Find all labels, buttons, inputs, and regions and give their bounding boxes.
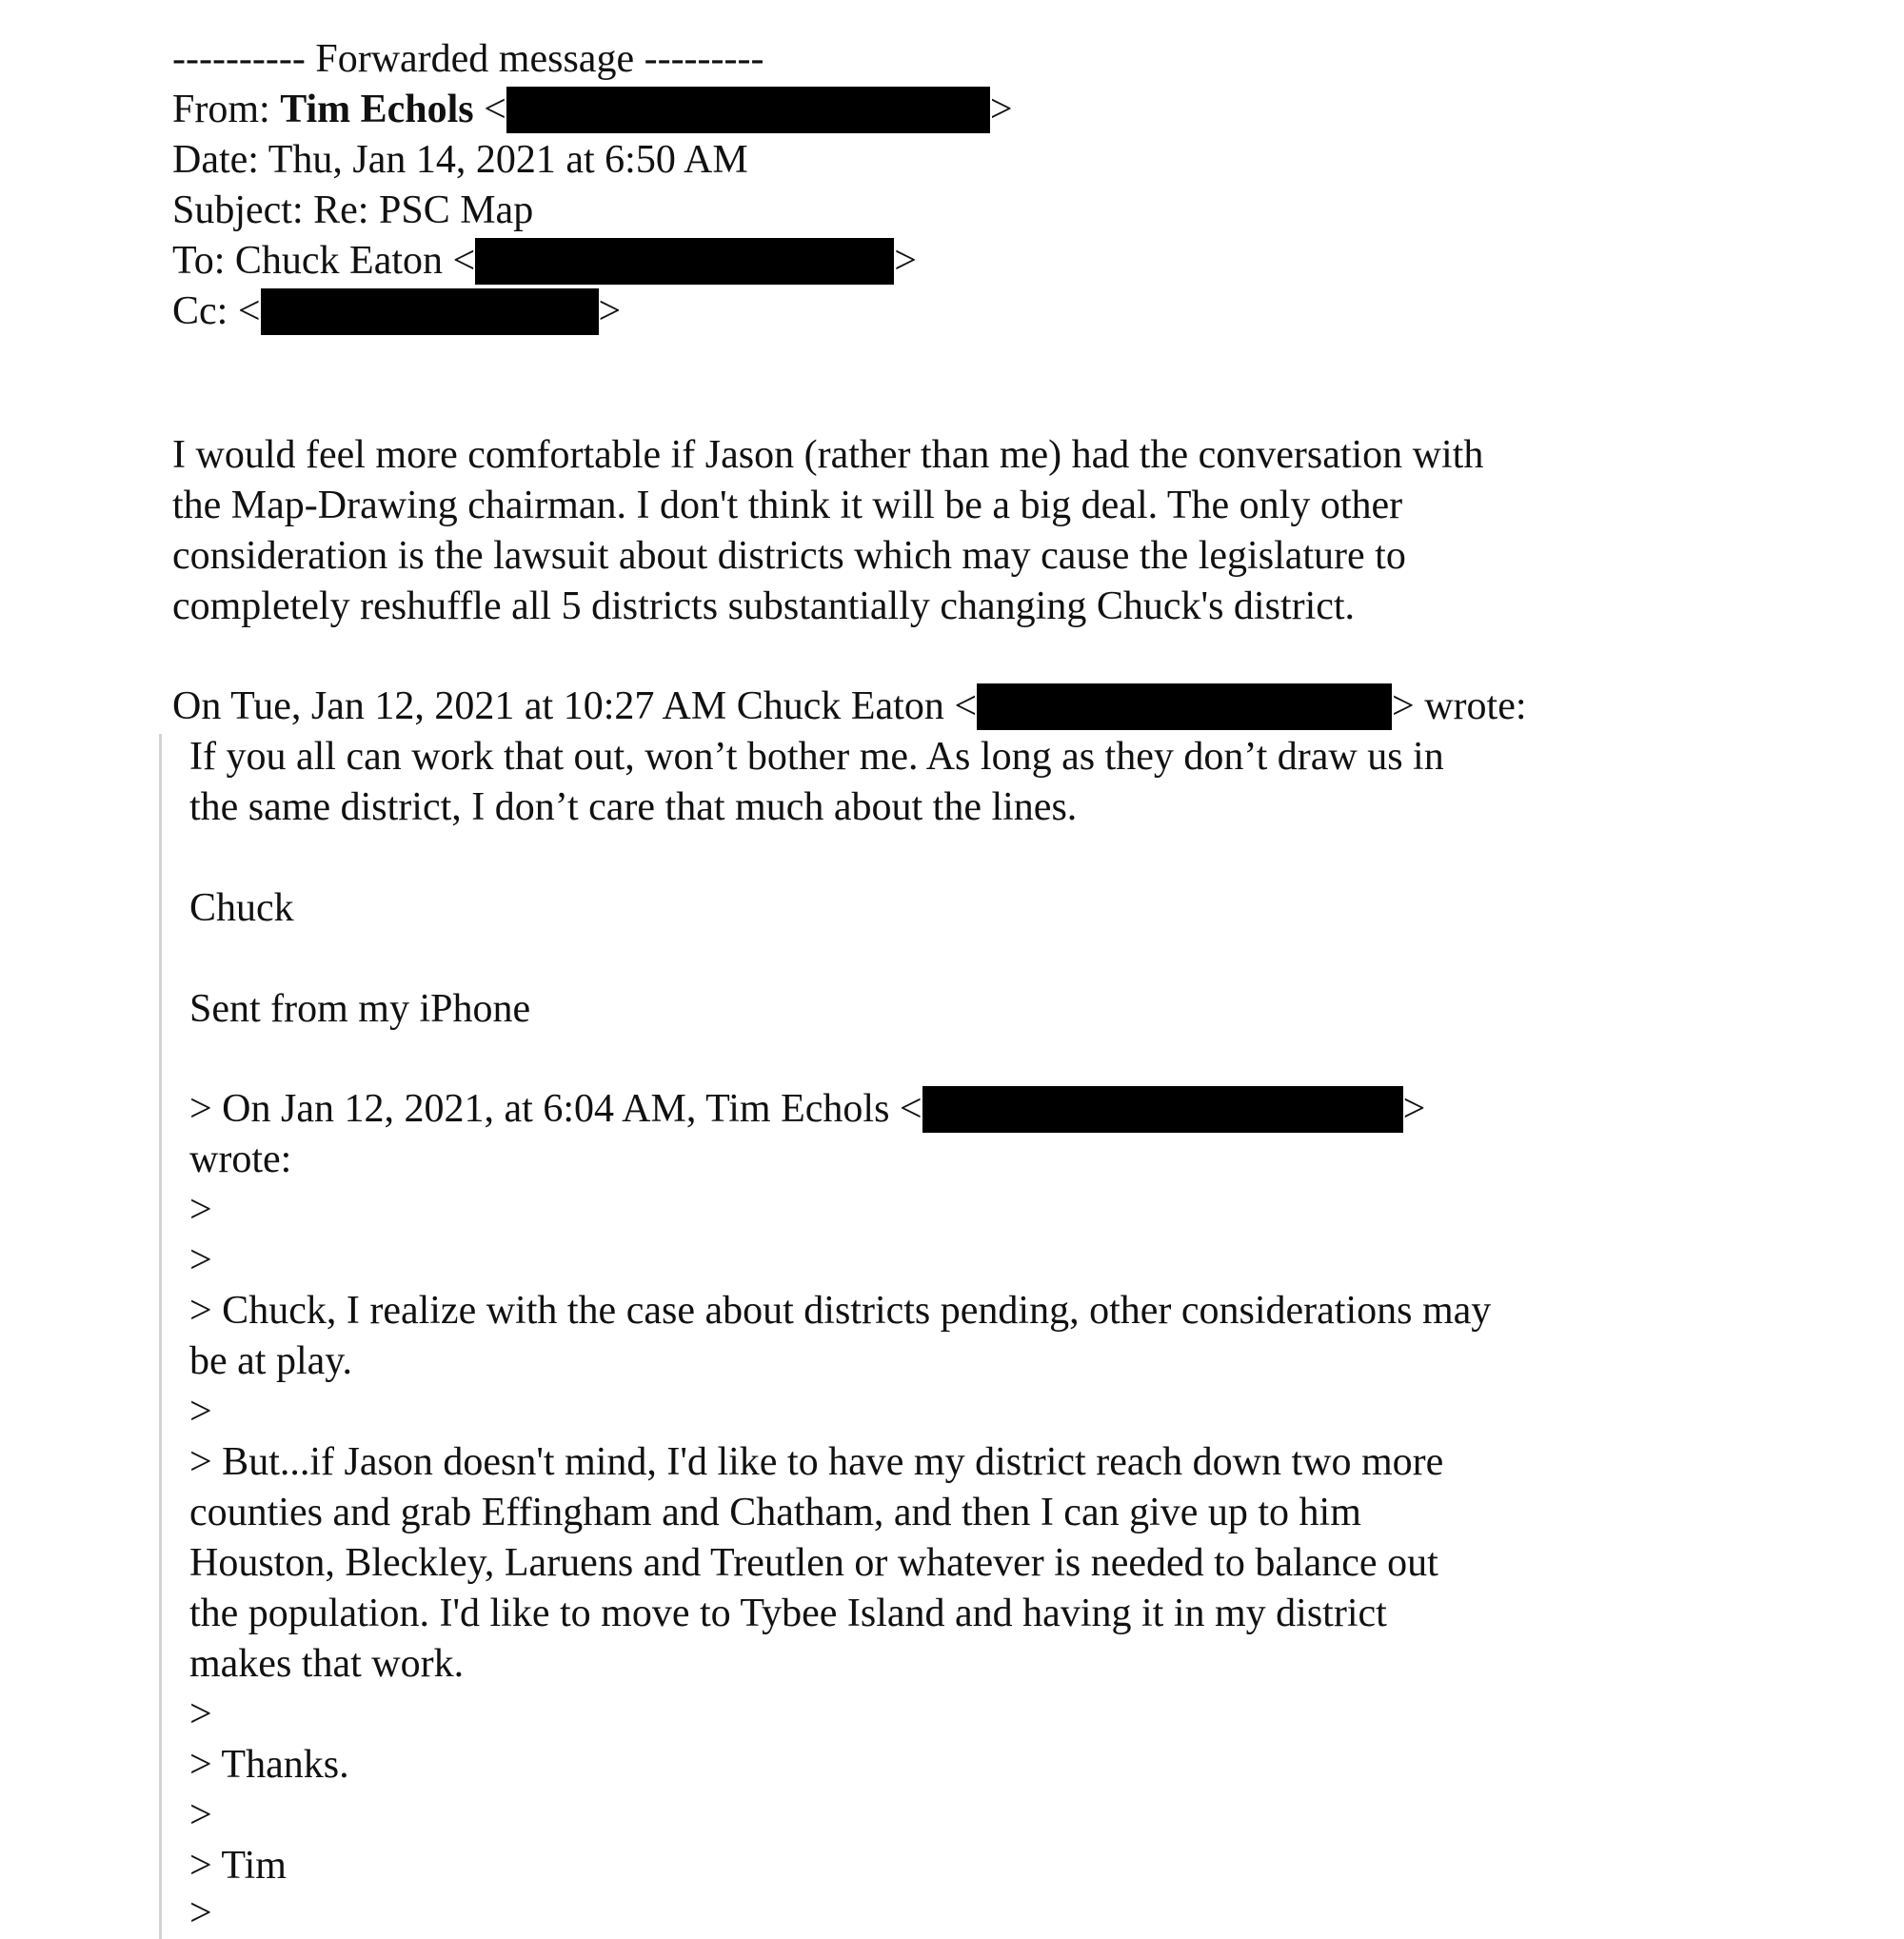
redacted-email: [977, 683, 1392, 730]
close-angle: >: [598, 289, 622, 333]
quoted-line: makes that work.: [189, 1642, 465, 1686]
sender-name: Tim Echols: [280, 88, 474, 131]
reply-body-line: consideration is the lawsuit about districts which may cause the legislature to: [172, 534, 1406, 578]
reply-body-line: I would feel more comfortable if Jason (rather than me) had the conversation with: [172, 433, 1484, 477]
quoted-line: >: [189, 1188, 212, 1232]
open-angle: <: [899, 1087, 922, 1131]
redacted-email: [261, 288, 599, 335]
quoted-line: counties and grab Effingham and Chatham, and then I can give up to him: [189, 1491, 1361, 1534]
from-label: From:: [172, 88, 270, 131]
quoted-line: >: [189, 1692, 212, 1736]
cc-label: Cc:: [172, 289, 228, 333]
from-line: [172, 85, 1013, 135]
close-angle: >: [1392, 684, 1415, 728]
quoted-line: the population. I'd like to move to Tybee Island and having it in my district: [189, 1592, 1387, 1635]
close-angle: >: [989, 88, 1013, 131]
quoted-line: >: [189, 1793, 212, 1837]
quoted-line: > But...if Jason doesn't mind, I'd like to have my district reach down two more: [189, 1440, 1444, 1484]
open-angle: <: [954, 684, 978, 728]
open-angle: <: [237, 289, 261, 333]
close-angle: >: [1402, 1087, 1426, 1131]
quoted-line: > Tim: [189, 1844, 287, 1888]
quoted-line: Houston, Bleckley, Laruens and Treutlen or whatever is needed to balance out: [189, 1541, 1438, 1585]
quoted-sent-from: Sent from my iPhone: [189, 987, 531, 1031]
redacted-email: [922, 1086, 1403, 1133]
subject-line: Subject: Re: PSC Map: [172, 188, 534, 232]
quoted-line: If you all can work that out, won’t bother me. As long as they don’t draw us in: [189, 735, 1444, 779]
quoted-line: >: [189, 1891, 212, 1935]
open-angle: <: [484, 88, 506, 131]
quoted-line: the same district, I don’t care that much about the lines.: [189, 785, 1078, 829]
date-line: Date: Thu, Jan 14, 2021 at 6:50 AM: [172, 138, 748, 182]
nested-attribution-text: > On Jan 12, 2021, at 6:04 AM, Tim Echols: [189, 1087, 890, 1131]
to-label: To: Chuck Eaton: [172, 239, 444, 283]
quoted-line: be at play.: [189, 1339, 353, 1383]
quoted-line: >: [189, 1238, 212, 1282]
reply-body-line: the Map-Drawing chairman. I don't think it will be a big deal. The only other: [172, 484, 1403, 527]
reply-body-line: completely reshuffle all 5 districts substantially changing Chuck's district.: [172, 584, 1356, 628]
forwarded-message-line: ---------- Forwarded message ---------: [172, 37, 764, 81]
quoted-line: > Chuck, I realize with the case about districts pending, other considerations may: [189, 1289, 1492, 1333]
quoted-line: wrote:: [189, 1138, 292, 1181]
quoted-line: > Thanks.: [189, 1743, 349, 1787]
redacted-email: [506, 87, 990, 133]
to-line: [172, 236, 917, 287]
reply-attribution: [172, 682, 1527, 732]
quoted-signature: Chuck: [189, 886, 294, 930]
redacted-email: [475, 238, 894, 285]
attribution-wrote: wrote:: [1424, 684, 1527, 728]
open-angle: <: [452, 239, 476, 283]
quote-bar: [159, 734, 162, 1939]
nested-attribution: [189, 1084, 1425, 1135]
attribution-text: On Tue, Jan 12, 2021 at 10:27 AM Chuck Eaton: [172, 684, 944, 728]
close-angle: >: [894, 239, 917, 283]
cc-line: [172, 287, 621, 337]
quoted-line: >: [189, 1390, 212, 1434]
